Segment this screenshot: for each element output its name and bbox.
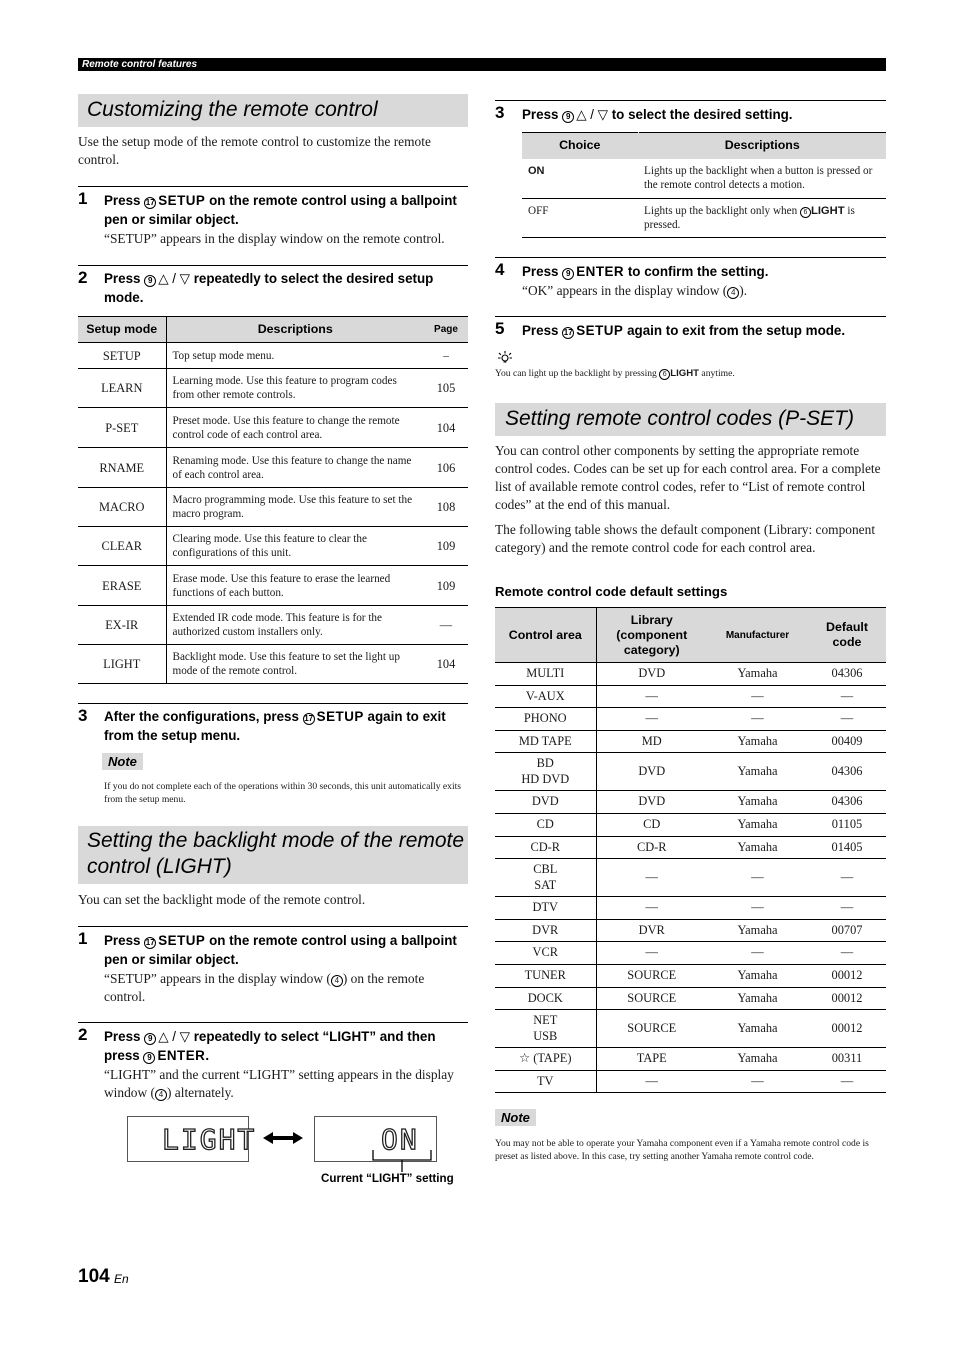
enter-key: ENTER bbox=[576, 264, 625, 279]
key-number-badge: 17 bbox=[145, 198, 155, 207]
table-cell: DVD bbox=[596, 753, 707, 791]
table-row bbox=[495, 791, 886, 814]
table-cell: 00707 bbox=[808, 919, 886, 942]
tip-text-part: You can light up the backlight by pressing bbox=[495, 368, 660, 379]
table-row bbox=[78, 408, 468, 448]
note-label: Note bbox=[102, 753, 143, 770]
column-header: Control area bbox=[495, 608, 596, 663]
table-cell: CLEAR bbox=[78, 527, 166, 566]
table-cell: — bbox=[808, 708, 886, 731]
table-cell: NET USB bbox=[495, 1010, 596, 1048]
setup-key: SETUP bbox=[158, 193, 206, 208]
table-cell: Yamaha bbox=[707, 753, 808, 791]
running-header-bar bbox=[78, 58, 886, 71]
table-row bbox=[78, 527, 468, 566]
table-cell: Yamaha bbox=[707, 964, 808, 987]
table-cell: Clearing mode. Use this feature to clear the configurations of this unit. bbox=[166, 527, 424, 566]
section-heading-pset bbox=[495, 403, 886, 436]
table-cell: 106 bbox=[424, 448, 468, 488]
table-cell: Yamaha bbox=[707, 919, 808, 942]
table-cell: CD bbox=[495, 813, 596, 836]
key-number-badge: 9 bbox=[144, 1033, 156, 1045]
step-text: Press bbox=[104, 1029, 145, 1044]
step-divider bbox=[495, 100, 886, 101]
step-text: Press bbox=[104, 271, 145, 286]
table-cell: Renaming mode. Use this feature to change the name of each control area. bbox=[166, 448, 424, 488]
table-cell: — bbox=[596, 897, 707, 920]
table-cell: — bbox=[596, 859, 707, 897]
table-cell: 00012 bbox=[808, 964, 886, 987]
step-divider bbox=[495, 316, 886, 317]
table-cell: TAPE bbox=[596, 1048, 707, 1071]
step-result bbox=[522, 282, 886, 300]
tip-text bbox=[495, 367, 886, 380]
table-cell: TV bbox=[495, 1070, 596, 1093]
step-result bbox=[104, 1066, 468, 1102]
section-heading-backlight bbox=[78, 826, 468, 884]
backlight-intro: You can set the backlight mode of the remote control. bbox=[78, 892, 366, 907]
step-result bbox=[104, 970, 468, 1006]
table-row bbox=[495, 1010, 886, 1048]
table-cell: SOURCE bbox=[596, 964, 707, 987]
step-divider bbox=[495, 257, 886, 258]
table-cell: — bbox=[596, 942, 707, 965]
step-instruction bbox=[522, 105, 886, 124]
column-header: Descriptions bbox=[166, 317, 424, 343]
table-cell: MD TAPE bbox=[495, 730, 596, 753]
table-cell: — bbox=[808, 942, 886, 965]
table-cell: — bbox=[808, 685, 886, 708]
step-instruction bbox=[104, 269, 468, 307]
step-number: 2 bbox=[78, 268, 88, 287]
table-row bbox=[495, 919, 886, 942]
table-cell: LIGHT bbox=[78, 645, 166, 684]
step-text: on the remote control using a ballpoint pen or similar object. bbox=[104, 933, 457, 967]
table-cell: ☆ (TAPE) bbox=[495, 1048, 596, 1071]
table-cell: DVR bbox=[596, 919, 707, 942]
table-cell: Top setup mode menu. bbox=[166, 343, 424, 369]
table-cell: — bbox=[808, 1070, 886, 1093]
step-instruction bbox=[104, 707, 468, 745]
step-text: to select the desired setting. bbox=[607, 107, 793, 122]
key-number-badge: 6 bbox=[800, 207, 811, 218]
ref-number-badge: 4 bbox=[155, 1089, 167, 1101]
language-code: En bbox=[114, 1272, 129, 1286]
step-number: 1 bbox=[78, 929, 88, 948]
cursor-arrows: △ / ▽ bbox=[158, 1029, 190, 1044]
table-cell: TUNER bbox=[495, 964, 596, 987]
column-header: Descriptions bbox=[638, 133, 886, 159]
table-cell: MULTI bbox=[495, 663, 596, 686]
step-text: Press bbox=[522, 323, 563, 338]
step-text: ) alternately. bbox=[166, 1085, 234, 1100]
key-number-badge: 9 bbox=[562, 268, 574, 280]
step-divider bbox=[78, 703, 468, 704]
table-cell: Yamaha bbox=[707, 663, 808, 686]
step-text: again to exit from the setup mode. bbox=[623, 323, 846, 338]
step-number: 3 bbox=[78, 706, 88, 725]
setup-key: SETUP bbox=[576, 323, 624, 338]
table-cell: CD-R bbox=[495, 836, 596, 859]
table-row bbox=[495, 859, 886, 897]
table-cell: DOCK bbox=[495, 987, 596, 1010]
table-cell: 01405 bbox=[808, 836, 886, 859]
table-cell: 108 bbox=[424, 488, 468, 527]
key-number-badge: 17 bbox=[304, 714, 314, 723]
key-number-badge: 9 bbox=[143, 1052, 155, 1064]
table-cell: Yamaha bbox=[707, 1010, 808, 1048]
setup-key: SETUP bbox=[316, 709, 364, 724]
table-cell: — bbox=[707, 859, 808, 897]
step-instruction bbox=[104, 191, 468, 229]
table-row bbox=[78, 448, 468, 488]
running-title: Remote control features bbox=[82, 59, 198, 70]
page-number: 104 bbox=[78, 1266, 110, 1287]
column-header: Default code bbox=[808, 608, 886, 663]
table-header-row bbox=[522, 133, 886, 159]
step-text: repeatedly to select “LIGHT” and then press bbox=[104, 1029, 436, 1063]
step-number: 1 bbox=[78, 189, 88, 208]
table-cell: BD HD DVD bbox=[495, 753, 596, 791]
cell-text: Lights up the backlight only when bbox=[644, 205, 800, 217]
table-cell: EX-IR bbox=[78, 606, 166, 645]
step-text: . bbox=[205, 1048, 210, 1063]
note-label: Note bbox=[495, 1109, 536, 1126]
table-header-row bbox=[78, 317, 468, 343]
pset-paragraph: The following table shows the default component (Library: component category) and the remote control code for each control area. bbox=[495, 522, 876, 555]
table-cell: — bbox=[808, 859, 886, 897]
table-cell: SOURCE bbox=[596, 1010, 707, 1048]
column-header: Setup mode bbox=[78, 317, 166, 343]
note-text: If you do not complete each of the operations within 30 seconds, this unit automatically exits from the setup menu. bbox=[104, 781, 462, 805]
key-number-badge: 9 bbox=[562, 111, 574, 123]
table-cell: 04306 bbox=[808, 753, 886, 791]
table-row bbox=[78, 488, 468, 527]
step-number: 5 bbox=[495, 319, 505, 338]
table-cell: 04306 bbox=[808, 791, 886, 814]
light-key: LIGHT bbox=[670, 368, 700, 379]
key-number-badge: 17 bbox=[563, 328, 573, 337]
choice-table bbox=[522, 132, 886, 238]
table-cell: — bbox=[707, 1070, 808, 1093]
table-row bbox=[78, 566, 468, 606]
ref-number-badge: 4 bbox=[331, 975, 343, 987]
table-cell: 00012 bbox=[808, 987, 886, 1010]
table-cell: P-SET bbox=[78, 408, 166, 448]
note-text: You may not be able to operate your Yamaha component even if a Yamaha remote control code is preset as listed above. In this case, try setting another Yamaha remote control code. bbox=[495, 1138, 869, 1162]
table-cell: VCR bbox=[495, 942, 596, 965]
step-text: Press bbox=[522, 264, 563, 279]
table-cell: Learning mode. Use this feature to program codes from other remote controls. bbox=[166, 369, 424, 408]
heading-text: Setting remote control codes (P-SET) bbox=[505, 407, 854, 430]
cursor-arrows: △ / ▽ bbox=[576, 107, 608, 122]
column-header: Library (component category) bbox=[596, 608, 707, 663]
table-cell: 00012 bbox=[808, 1010, 886, 1048]
alternate-arrow-icon bbox=[263, 1130, 303, 1151]
table-cell: Erase mode. Use this feature to erase the learned functions of each button. bbox=[166, 566, 424, 606]
step-instruction bbox=[104, 931, 468, 969]
enter-key: ENTER bbox=[157, 1048, 206, 1063]
step-number: 2 bbox=[78, 1025, 88, 1044]
step-text: After the configurations, press bbox=[104, 709, 303, 724]
step-text: Press bbox=[104, 193, 145, 208]
table-cell: — bbox=[707, 942, 808, 965]
table-row bbox=[495, 813, 886, 836]
column-header: Page bbox=[424, 317, 468, 343]
table-cell: — bbox=[596, 708, 707, 731]
column-header: Manufacturer bbox=[707, 608, 808, 663]
step-text: on the remote control using a ballpoint pen or similar object. bbox=[104, 193, 457, 227]
step-text: ). bbox=[739, 283, 748, 298]
table-cell: — bbox=[707, 685, 808, 708]
table-cell: PHONO bbox=[495, 708, 596, 731]
lcd-display-light bbox=[127, 1116, 257, 1162]
table-cell: 109 bbox=[424, 566, 468, 606]
table-cell: Lights up the backlight when a button is pressed or the remote control detects a motion. bbox=[638, 159, 886, 199]
step-result: “SETUP” appears in the display window on the remote control. bbox=[104, 231, 445, 246]
step-divider bbox=[78, 186, 468, 187]
display-caption: Current “LIGHT” setting bbox=[321, 1172, 454, 1185]
light-key: LIGHT bbox=[810, 205, 845, 217]
table-title: Remote control code default settings bbox=[495, 584, 728, 599]
step-divider bbox=[78, 926, 468, 927]
table-cell: 105 bbox=[424, 369, 468, 408]
key-number-badge: 9 bbox=[144, 275, 156, 287]
table-cell: Backlight mode. Use this feature to set the light up mode of the remote control. bbox=[166, 645, 424, 684]
key-number-badge: 17 bbox=[145, 938, 155, 947]
table-cell: Extended IR code mode. This feature is for the authorized custom installers only. bbox=[166, 606, 424, 645]
cursor-arrows: △ / ▽ bbox=[158, 271, 190, 286]
table-cell: Preset mode. Use this feature to change the remote control code of each control area. bbox=[166, 408, 424, 448]
table-cell: RNAME bbox=[78, 448, 166, 488]
setup-key: SETUP bbox=[158, 933, 206, 948]
step-instruction bbox=[104, 1027, 468, 1065]
table-row bbox=[495, 836, 886, 859]
table-cell: Yamaha bbox=[707, 791, 808, 814]
pset-paragraph: You can control other components by setting the appropriate remote control codes. Codes can be set up for each control area. For a complete list of available remote control codes, refer to “List of remote control codes” at the end of this manual. bbox=[495, 443, 881, 512]
table-cell: – bbox=[424, 343, 468, 369]
table-cell: MD bbox=[596, 730, 707, 753]
heading-text-line1: Setting the backlight mode of the remote bbox=[87, 829, 465, 852]
remote-code-defaults-table bbox=[495, 607, 886, 1093]
table-cell: DVR bbox=[495, 919, 596, 942]
step-text: again to exit from the setup menu. bbox=[104, 709, 446, 743]
table-row bbox=[495, 708, 886, 731]
table-row bbox=[522, 159, 886, 199]
table-cell: 104 bbox=[424, 645, 468, 684]
table-row bbox=[495, 942, 886, 965]
heading-text: Customizing the remote control bbox=[87, 98, 378, 121]
table-cell: 04306 bbox=[808, 663, 886, 686]
table-cell: 109 bbox=[424, 527, 468, 566]
step-text: Press bbox=[522, 107, 563, 122]
step-text: Press bbox=[104, 933, 145, 948]
lcd-text: ON bbox=[381, 1123, 419, 1156]
table-row bbox=[495, 1048, 886, 1071]
table-cell: Yamaha bbox=[707, 1048, 808, 1071]
step-text: repeatedly to select the desired setup mode. bbox=[104, 271, 434, 305]
table-cell: — bbox=[707, 708, 808, 731]
step-instruction bbox=[522, 262, 886, 281]
table-cell bbox=[638, 199, 886, 238]
table-cell: CD-R bbox=[596, 836, 707, 859]
table-row bbox=[495, 987, 886, 1010]
table-cell: Yamaha bbox=[707, 987, 808, 1010]
table-cell: ON bbox=[522, 159, 638, 199]
table-row bbox=[78, 645, 468, 684]
table-cell: — bbox=[707, 897, 808, 920]
table-cell: CD bbox=[596, 813, 707, 836]
table-row bbox=[495, 663, 886, 686]
table-header-row bbox=[495, 608, 886, 663]
customize-intro: Use the setup mode of the remote control to customize the remote control. bbox=[78, 134, 431, 167]
table-cell: Yamaha bbox=[707, 730, 808, 753]
step-text: “LIGHT” and the current “LIGHT” setting appears in the display window ( bbox=[104, 1067, 454, 1100]
table-cell: Yamaha bbox=[707, 813, 808, 836]
table-row bbox=[495, 964, 886, 987]
table-cell: — bbox=[596, 1070, 707, 1093]
table-cell: OFF bbox=[528, 205, 549, 217]
step-text: “OK” appears in the display window ( bbox=[522, 283, 728, 298]
step-number: 4 bbox=[495, 260, 505, 279]
table-cell: — bbox=[424, 606, 468, 645]
table-cell: DVD bbox=[495, 791, 596, 814]
heading-text-line2: control (LIGHT) bbox=[87, 855, 232, 878]
step-text: “SETUP” appears in the display window ( bbox=[104, 971, 331, 986]
table-cell: Macro programming mode. Use this feature to set the macro program. bbox=[166, 488, 424, 527]
cell-text: is pressed. bbox=[644, 205, 855, 231]
table-cell: LEARN bbox=[78, 369, 166, 408]
step-text: ) on the remote control. bbox=[104, 971, 425, 1004]
step-instruction bbox=[522, 321, 886, 340]
section-heading-customize bbox=[78, 94, 468, 127]
step-number: 3 bbox=[495, 103, 505, 122]
table-cell: DVD bbox=[596, 663, 707, 686]
table-cell: DVD bbox=[596, 791, 707, 814]
table-row bbox=[495, 1070, 886, 1093]
table-cell: 00409 bbox=[808, 730, 886, 753]
table-row bbox=[78, 369, 468, 408]
setup-mode-table bbox=[78, 316, 468, 684]
lcd-text: LIGHT bbox=[162, 1123, 257, 1156]
table-cell: 104 bbox=[424, 408, 468, 448]
ref-number-badge: 4 bbox=[727, 287, 739, 299]
table-cell: CBL SAT bbox=[495, 859, 596, 897]
step-divider bbox=[78, 1022, 468, 1023]
table-row bbox=[495, 730, 886, 753]
key-number-badge: 6 bbox=[659, 369, 670, 380]
table-cell: SOURCE bbox=[596, 987, 707, 1010]
table-cell: MACRO bbox=[78, 488, 166, 527]
table-cell: 01105 bbox=[808, 813, 886, 836]
step-text: to confirm the setting. bbox=[624, 264, 769, 279]
tip-text-part: anytime. bbox=[699, 368, 735, 379]
table-cell: SETUP bbox=[78, 343, 166, 369]
table-row bbox=[522, 199, 886, 238]
table-cell: DTV bbox=[495, 897, 596, 920]
table-cell: — bbox=[596, 685, 707, 708]
table-row bbox=[78, 606, 468, 645]
table-row bbox=[78, 343, 468, 369]
step-divider bbox=[78, 265, 468, 266]
table-cell: — bbox=[808, 897, 886, 920]
table-row bbox=[495, 685, 886, 708]
table-cell: Yamaha bbox=[707, 836, 808, 859]
table-cell: V-AUX bbox=[495, 685, 596, 708]
table-cell: 00311 bbox=[808, 1048, 886, 1071]
table-row bbox=[495, 753, 886, 791]
column-header: Choice bbox=[522, 133, 638, 159]
table-row bbox=[495, 897, 886, 920]
table-cell: ERASE bbox=[78, 566, 166, 606]
